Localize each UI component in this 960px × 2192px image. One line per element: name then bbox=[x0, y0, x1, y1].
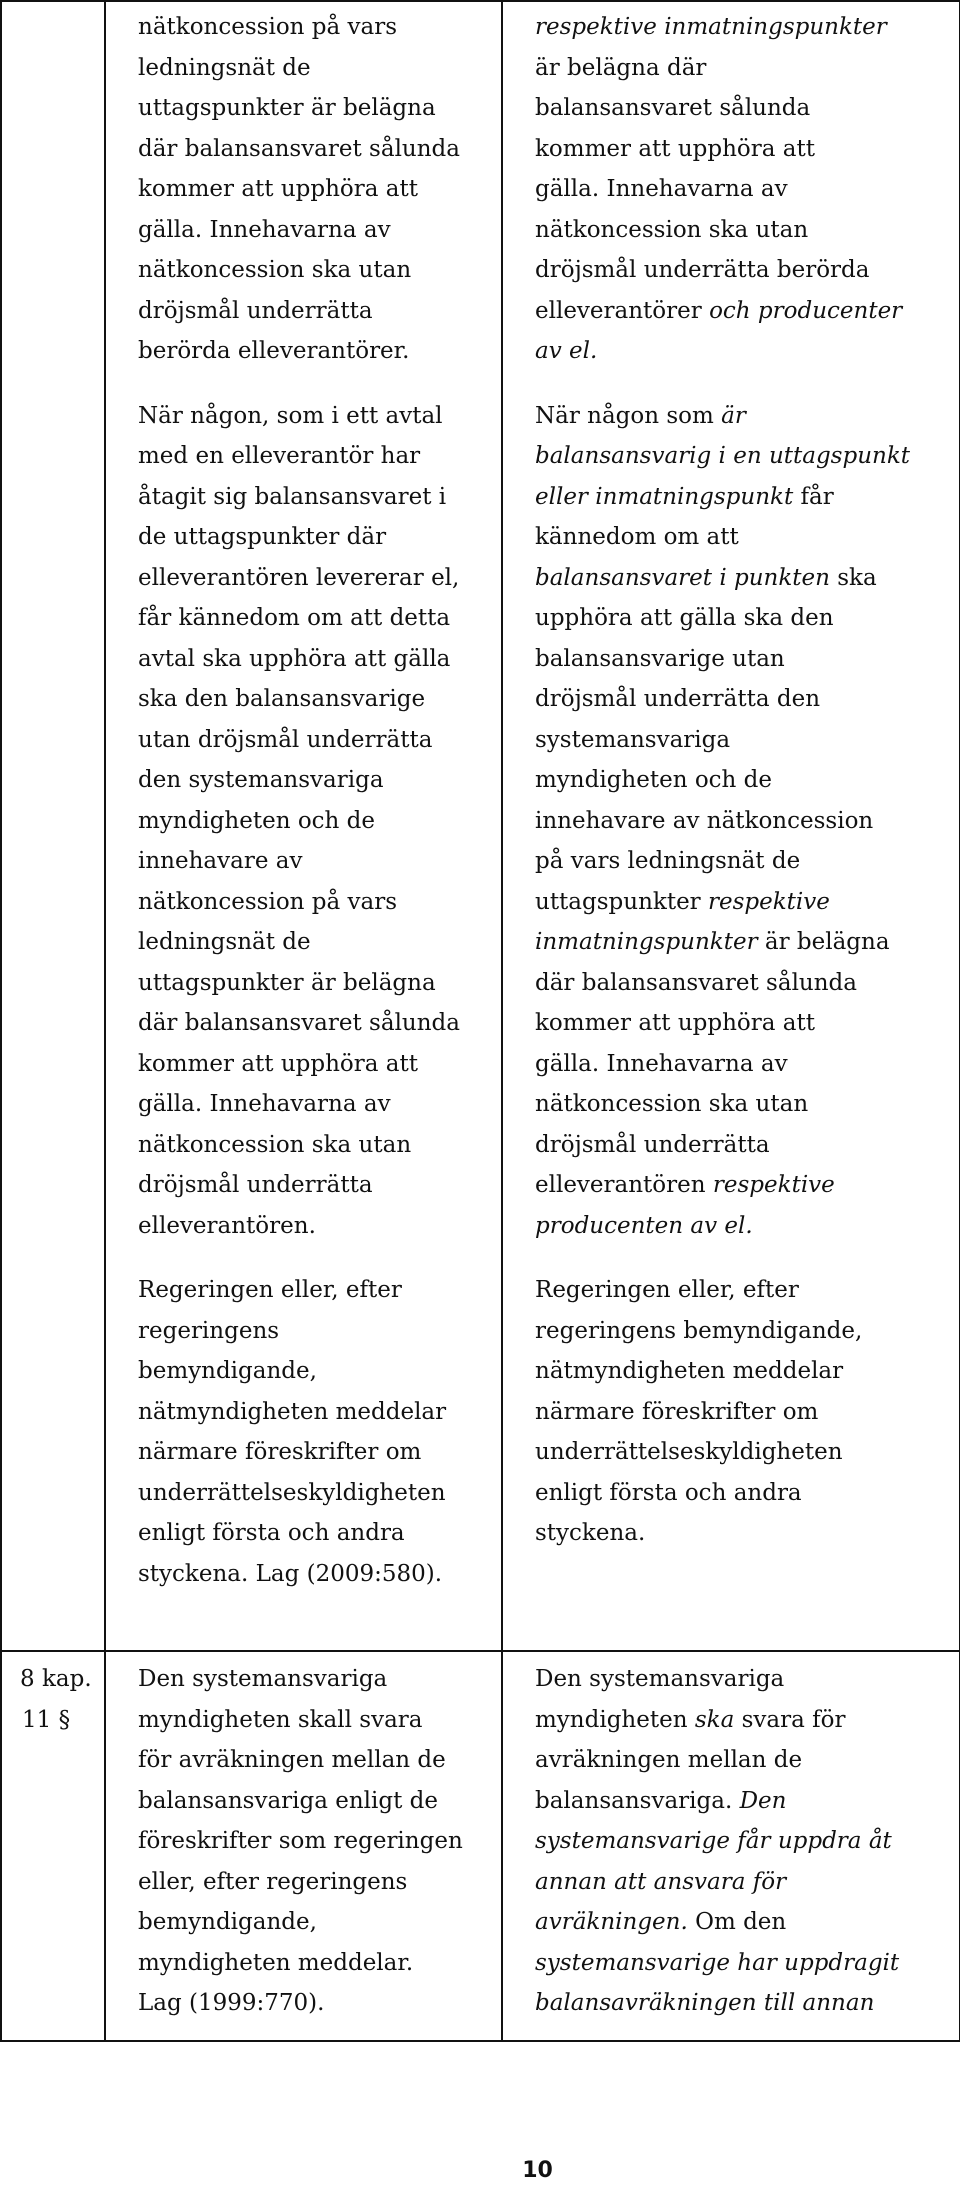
amended-text: är bbox=[721, 402, 746, 429]
text-line bbox=[535, 679, 947, 720]
text-line bbox=[535, 1044, 947, 1085]
text-line bbox=[138, 48, 489, 89]
line-text: närmare föreskrifter om bbox=[535, 1398, 819, 1425]
line-text: de uttagspunkter där bbox=[138, 524, 387, 550]
line-text: på vars ledningsnät de bbox=[535, 848, 801, 874]
line-text: nätkoncession på vars bbox=[138, 14, 398, 40]
line-text: Den systemansvariga bbox=[138, 1666, 388, 1692]
text-line bbox=[138, 1392, 489, 1433]
line-text: Om den bbox=[687, 1909, 787, 1935]
line-text: elleverantören bbox=[535, 1172, 713, 1198]
text-line bbox=[535, 882, 947, 923]
amended-text: eller inmatningspunkt bbox=[535, 483, 794, 510]
proposed-wording-cell bbox=[502, 1, 960, 1651]
text-line bbox=[535, 1392, 947, 1433]
amended-text: ska bbox=[694, 1706, 735, 1733]
text-line bbox=[138, 1740, 489, 1781]
line-text: där balansansvaret sålunda bbox=[138, 135, 460, 162]
text-line bbox=[138, 1554, 489, 1595]
proposed-paragraph-3 bbox=[503, 1246, 959, 1554]
amended-text: avräkningen. bbox=[535, 1909, 688, 1935]
proposed-paragraph-2 bbox=[503, 372, 959, 1247]
text-line bbox=[138, 558, 489, 599]
text-line bbox=[535, 720, 947, 761]
amended-text: producenten av el. bbox=[535, 1212, 753, 1239]
text-line bbox=[535, 1740, 947, 1781]
text-line bbox=[535, 1513, 947, 1554]
chapter-label: 8 kap. bbox=[20, 1666, 92, 1692]
line-text: nätkoncession ska utan bbox=[535, 216, 809, 243]
amended-text: inmatningspunkter bbox=[535, 929, 758, 955]
text-line bbox=[138, 1983, 489, 2024]
text-line bbox=[535, 1432, 947, 1473]
line-text: gälla. Innehavarna av bbox=[138, 216, 391, 243]
text-line bbox=[138, 1311, 489, 1352]
text-line bbox=[138, 1862, 489, 1903]
amended-text: och producenter bbox=[709, 297, 903, 324]
text-line bbox=[138, 88, 489, 129]
line-text: enligt första och andra bbox=[138, 1520, 405, 1546]
text-line bbox=[138, 1659, 489, 1700]
text-line bbox=[535, 598, 947, 639]
line-text: underrättelseskyldigheten bbox=[535, 1439, 843, 1465]
text-line bbox=[138, 1513, 489, 1554]
line-text: nätkoncession ska utan bbox=[138, 257, 412, 283]
line-text: dröjsmål underrätta den bbox=[535, 686, 821, 712]
line-text: Lag (1999:770). bbox=[138, 1990, 325, 2016]
line-text: gälla. Innehavarna av bbox=[535, 1050, 788, 1077]
text-line bbox=[535, 331, 947, 372]
line-text: dröjsmål underrätta bbox=[535, 1131, 770, 1158]
amended-text: respektive inmatningspunkter bbox=[535, 14, 887, 40]
line-text: får bbox=[793, 483, 834, 510]
text-line bbox=[138, 639, 489, 680]
line-text: Den systemansvariga bbox=[535, 1666, 785, 1692]
amended-text: av el. bbox=[535, 338, 598, 364]
text-line bbox=[138, 1125, 489, 1166]
text-line bbox=[535, 88, 947, 129]
line-text: där balansansvaret sålunda bbox=[535, 969, 857, 996]
text-line bbox=[138, 1206, 489, 1247]
text-line bbox=[535, 1821, 947, 1862]
line-text: avräkningen mellan de bbox=[535, 1747, 803, 1773]
text-line bbox=[138, 250, 489, 291]
text-line bbox=[535, 760, 947, 801]
text-line bbox=[138, 720, 489, 761]
text-line bbox=[535, 1125, 947, 1166]
text-line bbox=[138, 477, 489, 518]
text-line bbox=[535, 1862, 947, 1903]
line-text: balansansvarige utan bbox=[535, 645, 785, 672]
line-text: föreskrifter som regeringen bbox=[138, 1828, 463, 1854]
text-line bbox=[535, 250, 947, 291]
amended-text: Den bbox=[739, 1787, 787, 1814]
text-line bbox=[535, 1659, 947, 1700]
amended-text: respektive bbox=[707, 888, 830, 915]
line-text: underrättelseskyldigheten bbox=[138, 1479, 446, 1506]
line-text: Regeringen eller, efter bbox=[138, 1277, 402, 1303]
line-text: kommer att upphöra att bbox=[535, 1010, 815, 1036]
line-text: balansansvariga enligt de bbox=[138, 1787, 438, 1814]
line-text: med en elleverantör har bbox=[138, 443, 421, 469]
line-text: elleverantören. bbox=[138, 1212, 316, 1239]
line-text: uttagspunkter bbox=[535, 888, 708, 915]
line-text: nätkoncession på vars bbox=[138, 888, 398, 915]
text-line bbox=[535, 1003, 947, 1044]
amended-text: balansavräkningen till annan bbox=[535, 1990, 875, 2016]
text-line bbox=[138, 291, 489, 332]
text-line bbox=[535, 639, 947, 680]
text-line bbox=[138, 1084, 489, 1125]
line-text: kommer att upphöra att bbox=[138, 1050, 418, 1077]
text-line bbox=[138, 517, 489, 558]
text-line bbox=[535, 291, 947, 332]
line-text: är belägna bbox=[757, 929, 890, 955]
text-line bbox=[138, 922, 489, 963]
line-text: myndigheten meddelar. bbox=[138, 1949, 414, 1976]
amended-text: annan att ansvara för bbox=[535, 1868, 787, 1895]
line-text: ledningsnät de bbox=[138, 929, 311, 955]
amended-text: systemansvarige får uppdra åt bbox=[535, 1828, 892, 1854]
line-text: uttagspunkter är belägna bbox=[138, 969, 436, 996]
text-line bbox=[535, 1270, 947, 1311]
text-line bbox=[535, 1943, 947, 1984]
text-line bbox=[535, 841, 947, 882]
text-line bbox=[535, 396, 947, 437]
line-text: nätkoncession ska utan bbox=[138, 1131, 412, 1158]
line-text: nätkoncession ska utan bbox=[535, 1091, 809, 1117]
text-line bbox=[138, 801, 489, 842]
table-row bbox=[1, 1651, 960, 2041]
text-line bbox=[138, 210, 489, 251]
line-text: regeringens bbox=[138, 1317, 280, 1344]
current-paragraph-2 bbox=[106, 372, 501, 1247]
paragraph-ref-cell bbox=[1, 1, 105, 1651]
line-text: myndigheten bbox=[535, 1706, 695, 1733]
line-text: dröjsmål underrätta berörda bbox=[535, 257, 870, 283]
line-text: elleverantören levererar el, bbox=[138, 564, 460, 591]
amended-text: systemansvarige har uppdragit bbox=[535, 1949, 900, 1976]
text-line bbox=[535, 1351, 947, 1392]
text-line bbox=[138, 963, 489, 1004]
text-line bbox=[138, 1943, 489, 1984]
text-line bbox=[138, 1003, 489, 1044]
line-text: kommer att upphöra att bbox=[535, 135, 815, 162]
line-text: svara för bbox=[734, 1706, 846, 1733]
line-text: myndigheten och de bbox=[535, 767, 773, 793]
text-line bbox=[138, 1473, 489, 1514]
proposed-paragraph-1 bbox=[503, 2, 959, 372]
amended-text: respektive bbox=[712, 1172, 835, 1198]
line-text: nätmyndigheten meddelar bbox=[535, 1358, 844, 1384]
line-text: styckena. Lag (2009:580). bbox=[138, 1560, 443, 1587]
line-text: avtal ska upphöra att gälla bbox=[138, 645, 451, 672]
section-label: 11 § bbox=[22, 1706, 71, 1733]
line-text: eller, efter regeringens bbox=[138, 1868, 408, 1895]
line-text: för avräkningen mellan de bbox=[138, 1747, 446, 1773]
line-text: ledningsnät de bbox=[138, 54, 311, 81]
text-line bbox=[138, 1781, 489, 1822]
text-line bbox=[535, 1902, 947, 1943]
amended-text: balansansvarig i en uttagspunkt bbox=[535, 443, 911, 469]
text-line bbox=[535, 1206, 947, 1247]
text-line bbox=[535, 1781, 947, 1822]
page-number: 10 bbox=[522, 2158, 553, 2183]
text-line bbox=[138, 1432, 489, 1473]
text-line bbox=[138, 1902, 489, 1943]
text-line bbox=[138, 1351, 489, 1392]
current-paragraph-3 bbox=[106, 1246, 501, 1594]
line-text: kännedom om att bbox=[535, 524, 739, 550]
text-line bbox=[138, 1270, 489, 1311]
text-line bbox=[138, 129, 489, 170]
line-text: Regeringen eller, efter bbox=[535, 1277, 799, 1303]
line-text: dröjsmål underrätta bbox=[138, 1172, 373, 1198]
line-text: bemyndigande, bbox=[138, 1358, 317, 1384]
text-line bbox=[138, 882, 489, 923]
line-text: regeringens bemyndigande, bbox=[535, 1317, 863, 1344]
text-line bbox=[535, 558, 947, 599]
line-text: uttagspunkter är belägna bbox=[138, 95, 436, 121]
line-text: ska bbox=[829, 564, 877, 591]
line-text: är belägna där bbox=[535, 54, 707, 81]
line-text: innehavare av bbox=[138, 848, 303, 874]
line-text: får kännedom om att detta bbox=[138, 605, 451, 631]
line-text: elleverantörer bbox=[535, 297, 710, 324]
line-text: systemansvariga bbox=[535, 726, 731, 753]
current-paragraph-1 bbox=[106, 2, 501, 372]
paragraph-ref bbox=[2, 1652, 104, 1740]
text-line bbox=[535, 436, 947, 477]
text-line bbox=[138, 841, 489, 882]
text-line bbox=[535, 1165, 947, 1206]
line-text: kommer att upphöra att bbox=[138, 176, 418, 202]
text-line bbox=[535, 922, 947, 963]
text-line bbox=[535, 1473, 947, 1514]
line-text: berörda elleverantörer. bbox=[138, 338, 410, 364]
text-line bbox=[535, 477, 947, 518]
line-text: balansansvaret sålunda bbox=[535, 95, 811, 121]
text-line bbox=[535, 48, 947, 89]
line-text: åtagit sig balansansvaret i bbox=[138, 483, 447, 510]
text-line bbox=[535, 517, 947, 558]
text-line bbox=[535, 169, 947, 210]
line-text: närmare föreskrifter om bbox=[138, 1439, 422, 1465]
text-line bbox=[535, 1983, 947, 2024]
line-text: styckena. bbox=[535, 1520, 646, 1546]
current-paragraph-4 bbox=[106, 1652, 501, 2024]
text-line bbox=[138, 436, 489, 477]
current-wording-cell bbox=[105, 1, 502, 1651]
text-line bbox=[138, 1044, 489, 1085]
text-line bbox=[138, 7, 489, 48]
text-line bbox=[138, 679, 489, 720]
line-text: nätmyndigheten meddelar bbox=[138, 1398, 447, 1425]
line-text: den systemansvariga bbox=[138, 767, 384, 793]
line-text: dröjsmål underrätta bbox=[138, 297, 373, 324]
line-text: bemyndigande, bbox=[138, 1909, 317, 1935]
text-line bbox=[138, 1821, 489, 1862]
text-line bbox=[138, 598, 489, 639]
text-line bbox=[138, 1700, 489, 1741]
line-text: balansansvariga. bbox=[535, 1787, 740, 1814]
text-line bbox=[535, 1311, 947, 1352]
text-line bbox=[535, 801, 947, 842]
text-line bbox=[138, 331, 489, 372]
text-line bbox=[535, 210, 947, 251]
text-line bbox=[138, 1165, 489, 1206]
text-line bbox=[138, 760, 489, 801]
line-text: ska den balansansvarige bbox=[138, 686, 426, 712]
line-text: myndigheten och de bbox=[138, 807, 376, 834]
text-line bbox=[535, 1084, 947, 1125]
text-line bbox=[535, 7, 947, 48]
line-text: upphöra att gälla ska den bbox=[535, 605, 834, 631]
line-text: utan dröjsmål underrätta bbox=[138, 726, 433, 753]
line-text: där balansansvaret sålunda bbox=[138, 1010, 460, 1036]
line-text: gälla. Innehavarna av bbox=[535, 176, 788, 202]
line-text: gälla. Innehavarna av bbox=[138, 1091, 391, 1117]
line-text: När någon som bbox=[535, 402, 722, 429]
paragraph-ref-cell bbox=[1, 1651, 105, 2041]
line-text: myndigheten skall svara bbox=[138, 1706, 423, 1733]
current-wording-cell bbox=[105, 1651, 502, 2041]
amended-text: balansansvaret i punkten bbox=[535, 564, 830, 591]
line-text: enligt första och andra bbox=[535, 1479, 802, 1506]
text-line bbox=[535, 129, 947, 170]
text-line bbox=[535, 963, 947, 1004]
proposed-paragraph-4 bbox=[503, 1652, 959, 2024]
line-text: innehavare av nätkoncession bbox=[535, 807, 874, 834]
proposed-wording-cell bbox=[502, 1651, 960, 2041]
text-line bbox=[138, 396, 489, 437]
text-line bbox=[535, 1700, 947, 1741]
table-row bbox=[1, 1, 960, 1651]
text-line bbox=[138, 169, 489, 210]
line-text: När någon, som i ett avtal bbox=[138, 402, 443, 429]
